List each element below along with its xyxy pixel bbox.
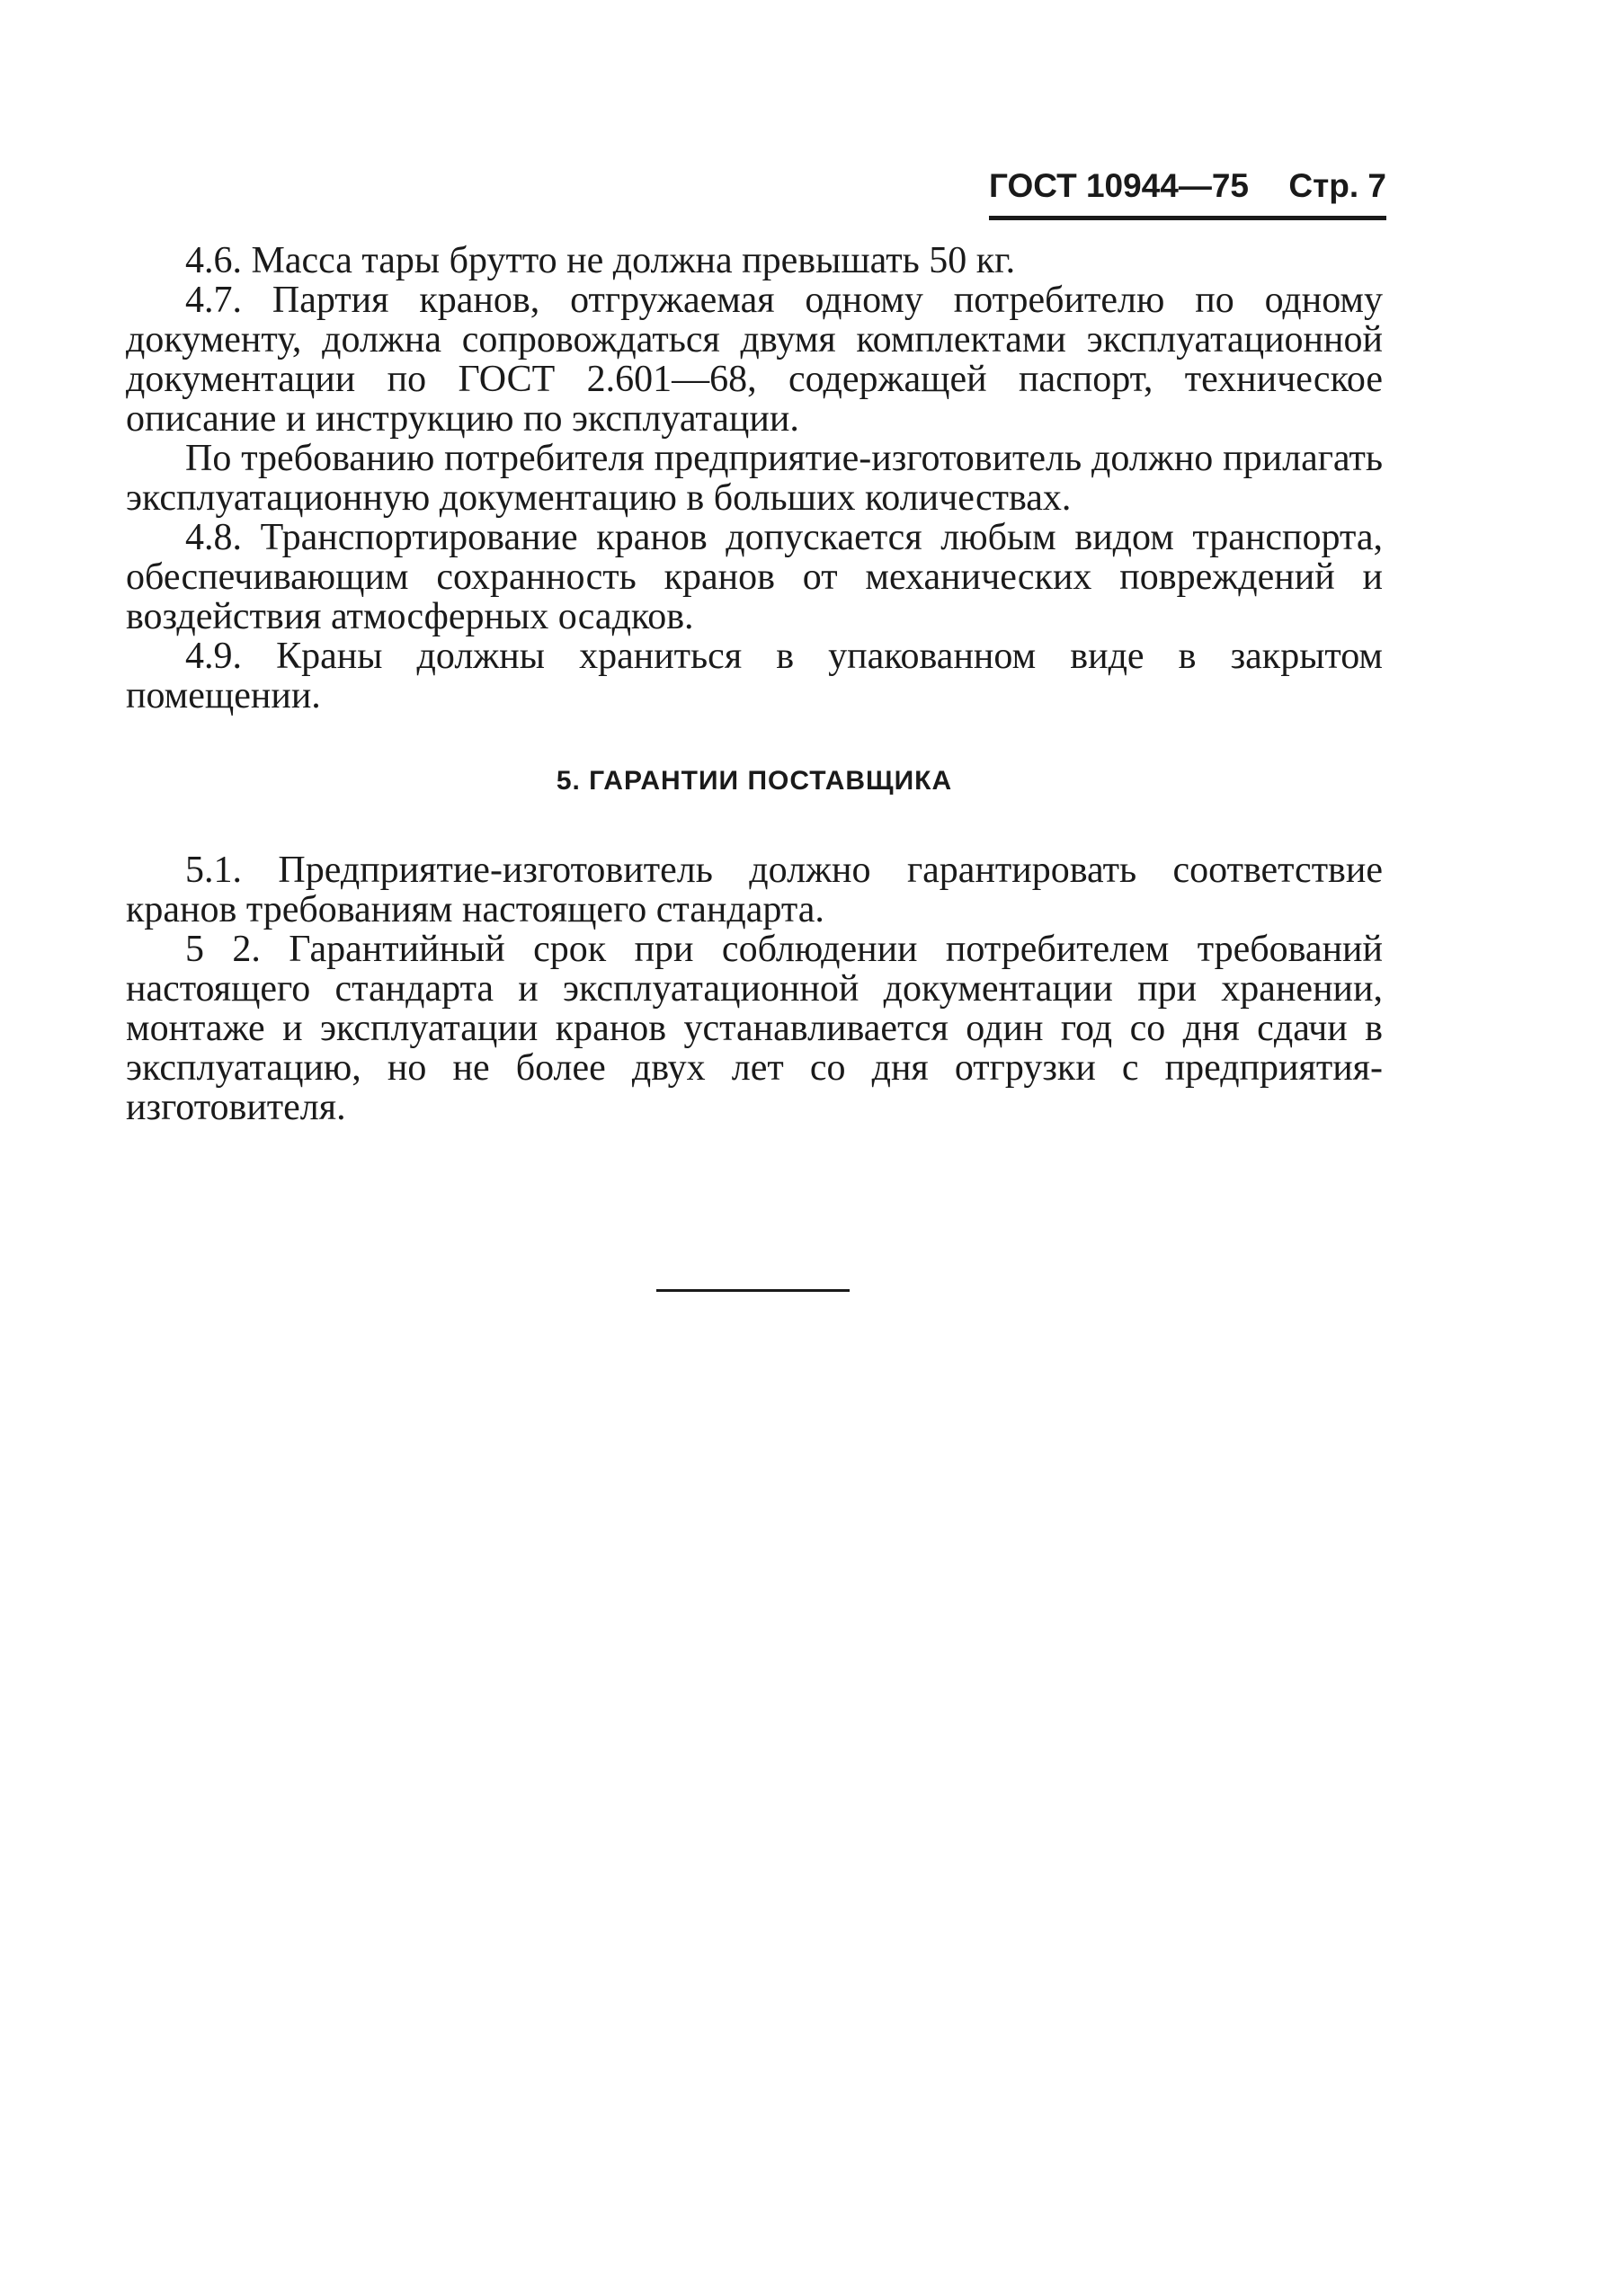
header-rule [989,216,1386,220]
paragraph-4-8: 4.8. Транспортирование кранов допускается любым видом транспорта, обеспечивающим сохранность кранов от механических повреждений и воздействия атмосферных осадков. [126,517,1383,637]
end-of-text-rule [656,1289,850,1292]
page-number: Стр. 7 [1288,167,1386,204]
section-5-heading: 5. ГАРАНТИИ ПОСТАВЩИКА [556,766,953,796]
paragraph-5-1: 5.1. Предприятие-изготовитель должно гарантировать соответствие кранов требованиям настоящего стандарта. [126,850,1383,930]
body-text [126,241,1383,1127]
paragraph-4-7: 4.7. Партия кранов, отгружаемая одному потребителю по одному документу, должна сопровождаться двумя комплектами эксплуатационной документации по ГОСТ 2.601—68, содержащей паспорт, техническое описание и инструкцию по эксплуатации. [126,280,1383,440]
paragraph-4-7-note: По требованию потребителя предприятие-изготовитель должно прилагать эксплуатационную документацию в больших количествах. [126,438,1383,519]
standard-number: ГОСТ 10944—75 [989,167,1249,204]
paragraph-4-6: 4.6. Масса тары брутто не должна превышать 50 кг. [185,240,1016,281]
paragraph-5-2: 5 2. Гарантийный срок при соблюдении потребителем требований настоящего стандарта и эксплуатационной документации при хранении, монтаже и эксплуатации кранов устанавливается один год со дня сдачи в эксплуатацию, но не более двух лет со дня отгрузки с предприятия-изготовителя. [126,929,1383,1128]
running-header [989,167,1386,221]
paragraph-4-9: 4.9. Краны должны храниться в упакованном виде в закрытом помещении. [126,636,1383,716]
